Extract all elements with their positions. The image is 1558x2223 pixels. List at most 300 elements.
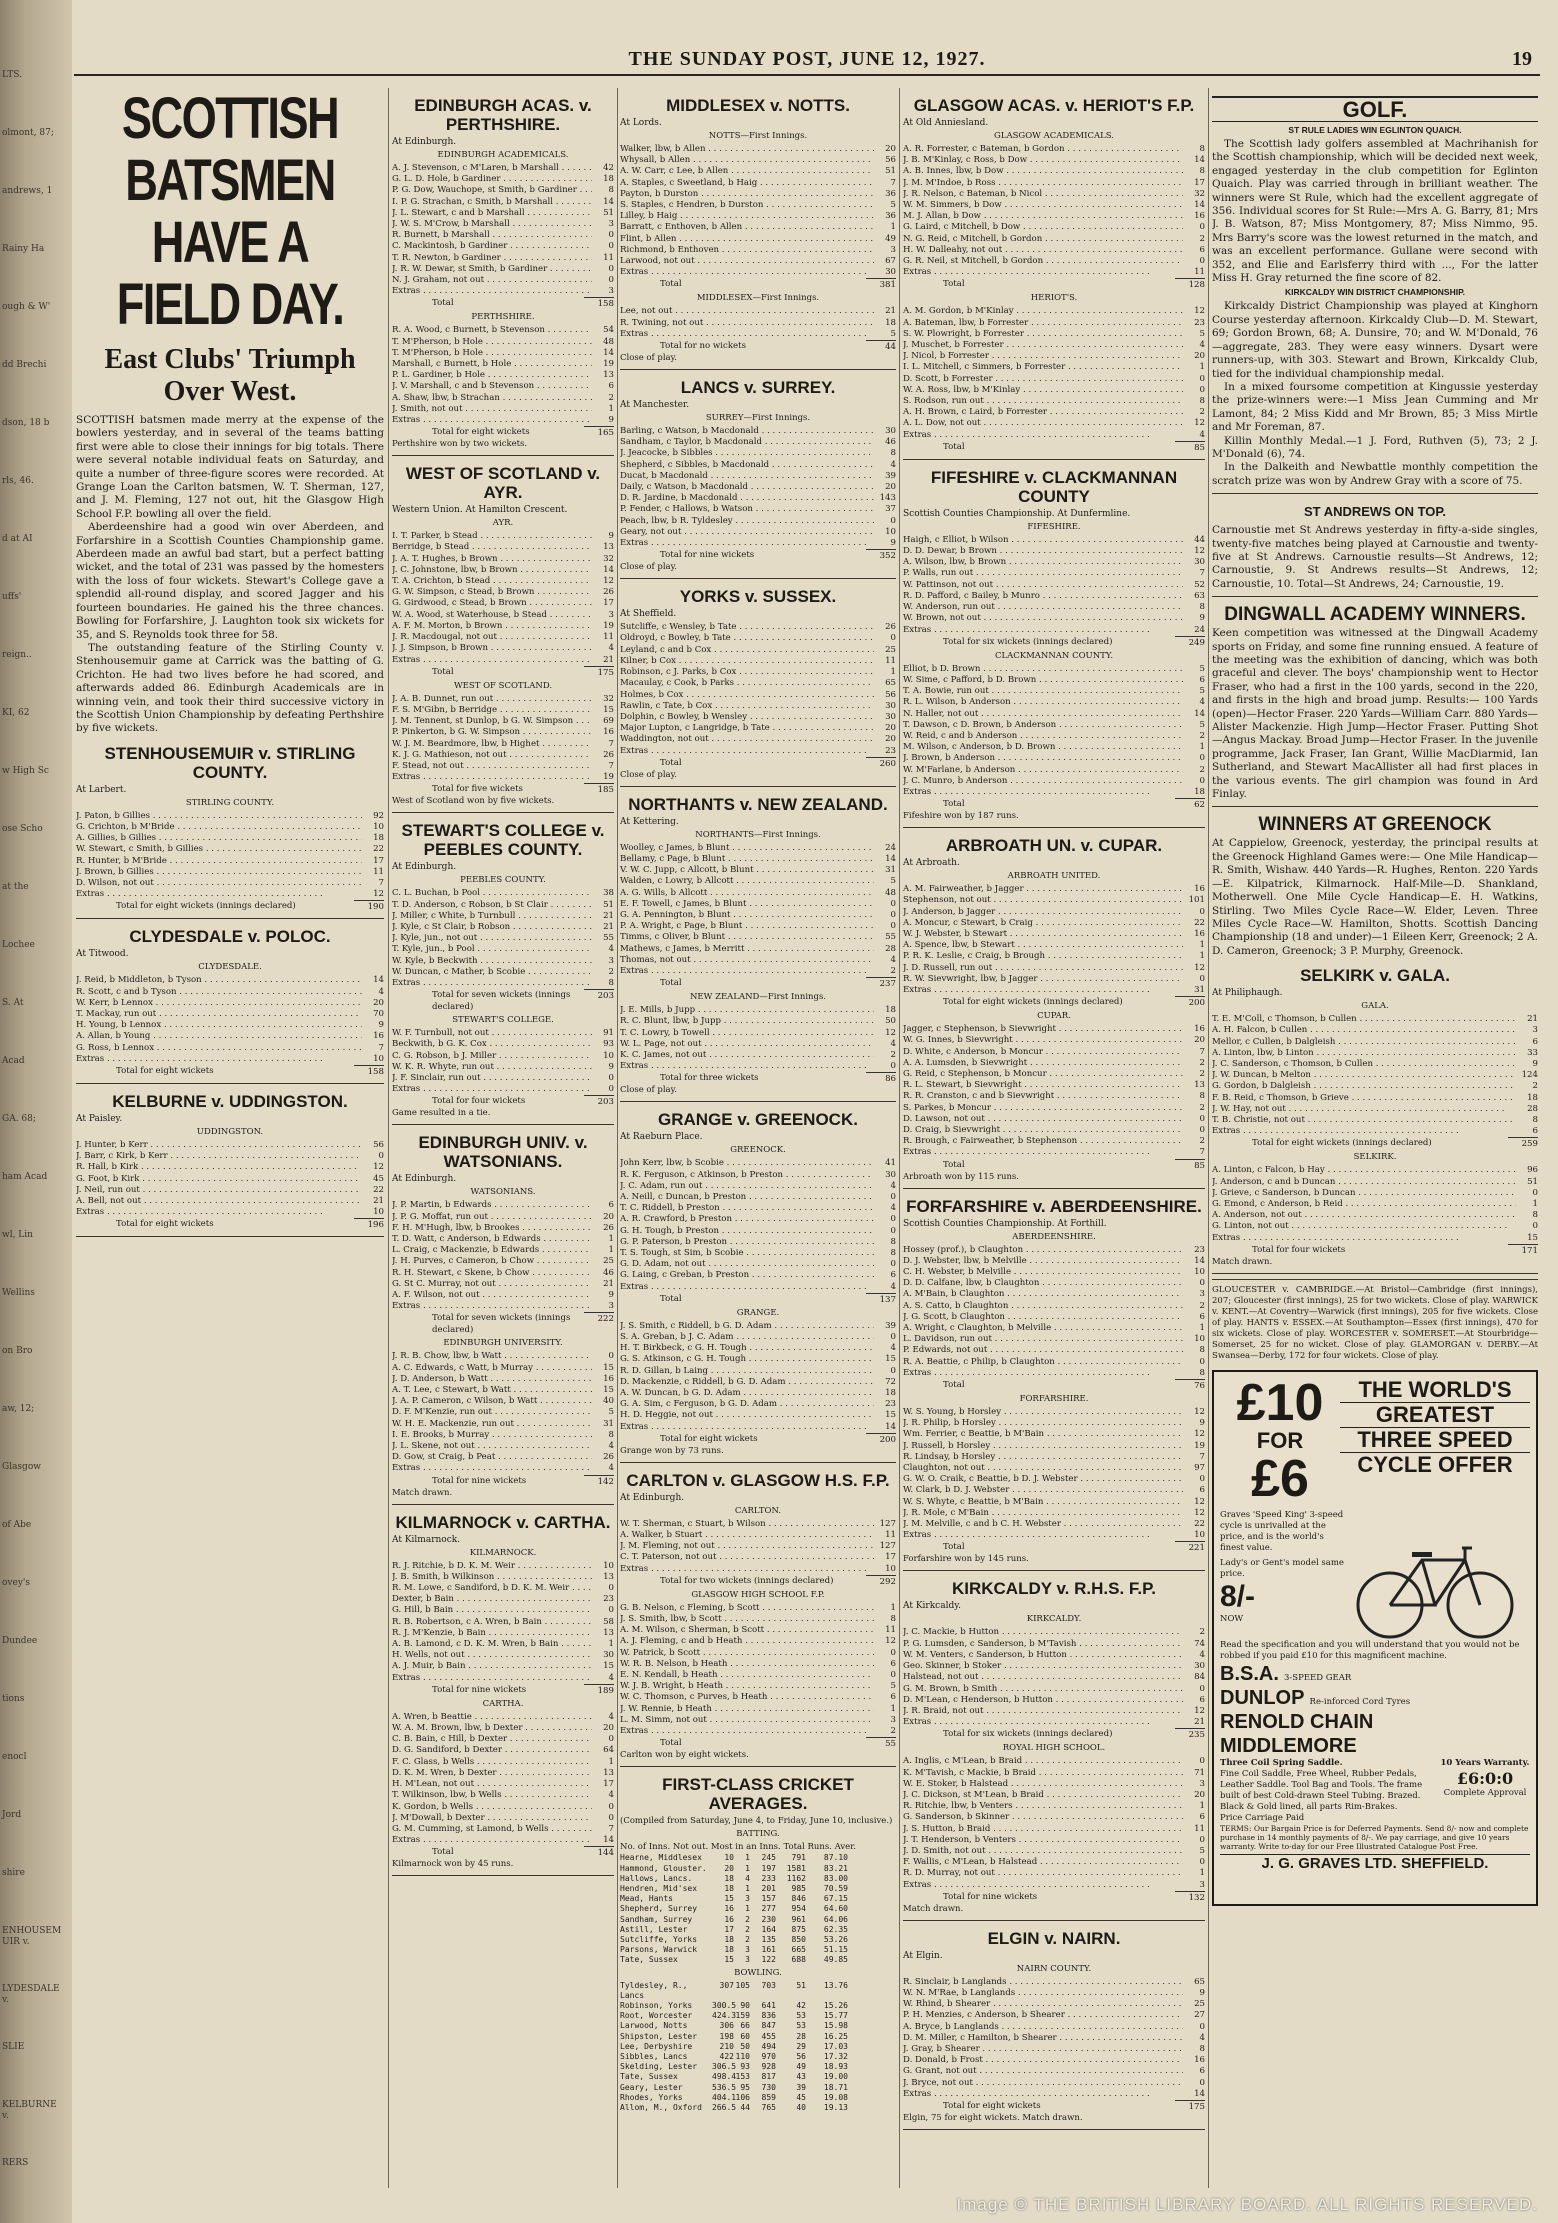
batsman-runs: 6 [608, 381, 614, 392]
batsman-row [903, 1278, 1205, 1289]
batsman-row [620, 538, 896, 549]
batsman-runs: 20 [885, 734, 896, 745]
batsman-row [620, 876, 896, 887]
batsman-runs: 6 [1199, 244, 1205, 255]
batsman-entry: Jagger, c Stephenson, b Sievwright . . . [903, 1024, 1183, 1035]
match-venue: At Arbroath. [903, 858, 960, 869]
batsman-row [392, 1757, 614, 1768]
avg-cell: Skelding, Lester [620, 2062, 698, 2072]
gutter-fragment: enocl [2, 1752, 27, 1762]
scorecard [620, 378, 896, 573]
batsman-entry: Extras . . . [392, 1673, 592, 1684]
graves-cycle-advert [1212, 1370, 1538, 1906]
batsman-entry: Sutcliffe, c Wensley, b Tate . . . [620, 622, 874, 633]
batsman-row [903, 407, 1205, 418]
batsman-row [620, 1681, 896, 1692]
scorecard [620, 587, 896, 780]
batsman-runs: 1 [890, 1602, 896, 1613]
batsman-row [392, 1824, 614, 1835]
batsman-runs: 20 [885, 482, 896, 493]
batsman-row [903, 787, 1205, 798]
innings-total [903, 441, 1205, 454]
batsman-row [76, 1043, 384, 1054]
batsman-entry: Marshall, c Burnett, b Hole . . . [392, 359, 592, 370]
match-result: Kilmarnock won by 45 runs. [392, 1859, 514, 1870]
batsman-runs: 25 [603, 1256, 614, 1267]
batsman-row [392, 185, 614, 196]
batsman-row [903, 1672, 1205, 1683]
match-heading: NORTHANTS v. NEW ZEALAND. [628, 794, 888, 814]
avg-cell: 83.21 [823, 1863, 848, 1873]
batsman-row [1212, 1093, 1538, 1104]
batsman-row [903, 1463, 1205, 1474]
batsman-runs: 0 [890, 1647, 896, 1658]
ad-weekly: 8/- [1220, 1579, 1256, 1613]
total-runs: 158 [354, 1065, 384, 1078]
batting-average-row [620, 1884, 896, 1894]
batsman-runs: 5 [1199, 328, 1205, 339]
batsman-row [620, 1354, 896, 1365]
batsman-runs: 51 [1527, 1176, 1538, 1187]
batsman-runs: 58 [603, 1616, 614, 1627]
batsman-entry: A. J. Stevenson, c M'Laren, b Marshall . . . [392, 163, 592, 174]
batsman-entry: D. M'Lean, c Henderson, b Hutton . . . [903, 1695, 1183, 1706]
batsman-entry: J. T. Henderson, b Venters . . . [903, 1835, 1183, 1846]
batsman-row [392, 1790, 614, 1801]
batsman-row [903, 974, 1205, 985]
batsman-entry: J. E. Mills, b Jupp . . . [620, 1005, 874, 1016]
team-name: MIDDLESEX—First Innings. [696, 293, 820, 304]
batsman-row [392, 264, 614, 275]
batsman-entry: K. M'Tavish, c Mackie, b Braid . . . [903, 1768, 1183, 1779]
avg-cell: 928 [761, 2062, 776, 2072]
batsman-row [392, 1779, 614, 1790]
batsman-entry: D. Wilson, not out . . . [76, 878, 362, 889]
batsman-entry: Extras . . . [903, 1368, 1183, 1379]
batsman-entry: J. M'Dowall, b Dexter . . . [392, 1813, 592, 1824]
batsman-row [903, 1345, 1205, 1356]
avg-cell: 42 [796, 2000, 806, 2010]
batsman-row [620, 633, 896, 644]
avg-cell: 210 [719, 2041, 734, 2051]
batsman-runs: 1 [890, 667, 896, 678]
batsman-row [76, 975, 384, 986]
batsman-row [392, 643, 614, 654]
batsman-row [392, 1212, 614, 1223]
batsman-runs: 14 [1194, 708, 1205, 719]
match-heading: EDINBURGH ACAS. v. PERTHSHIRE. [414, 96, 592, 134]
total-runs: 128 [1175, 278, 1205, 291]
batsman-row [76, 1054, 384, 1065]
batsman-runs: 1 [1199, 1868, 1205, 1879]
batsman-entry: Leyland, c and b Cox . . . [620, 645, 874, 656]
averages-heading: FIRST-CLASS CRICKET AVERAGES. [662, 1775, 854, 1814]
batsman-row [392, 219, 614, 230]
batsman-runs: 0 [890, 1061, 896, 1072]
batsman-row [903, 1756, 1205, 1767]
batsman-runs: 2 [1199, 1102, 1205, 1113]
divider [392, 1124, 614, 1125]
team-name: NEW ZEALAND—First Innings. [689, 992, 827, 1003]
batsman-row [903, 613, 1205, 624]
batting-average-row [620, 1874, 896, 1884]
batsman-runs: 56 [373, 1140, 384, 1150]
batsman-row [392, 1835, 614, 1846]
batsman-row [392, 1396, 614, 1407]
batsman-entry: F. Wallis, c M'Lean, b Halstead . . . [903, 1857, 1183, 1868]
match-result: Forfarshire won by 145 runs. [903, 1554, 1029, 1565]
batsman-runs: 0 [890, 1365, 896, 1376]
ad-for: FOR [1256, 1427, 1304, 1453]
batsman-entry: I. P. G. Strachan, c Smith, b Marshall . . . [392, 197, 592, 208]
total-runs: 222 [584, 1312, 614, 1336]
total-label: Total [660, 279, 682, 290]
batsman-row [903, 1312, 1205, 1323]
batsman-row [620, 701, 896, 712]
batsman-runs: 21 [603, 921, 614, 932]
match-venue: Western Union. At Hamilton Crescent. [392, 505, 568, 516]
batsman-runs: 3 [890, 1714, 896, 1725]
batsman-row [392, 253, 614, 264]
batsman-row [903, 753, 1205, 764]
batsman-row [620, 734, 896, 745]
team-name: FIFESHIRE. [1027, 521, 1081, 532]
column-4 [903, 88, 1205, 2188]
masthead-title: THE SUNDAY POST, JUNE 12, 1927. [628, 48, 986, 70]
batsman-entry: J. Russell, b Horsley . . . [903, 1441, 1183, 1452]
batsman-row [903, 918, 1205, 929]
batsman-row [620, 1422, 896, 1433]
batsman-row [620, 1692, 896, 1703]
batsman-entry: Oldroyd, c Bowley, b Tate . . . [620, 633, 874, 644]
team-name: STIRLING COUNTY. [185, 797, 275, 808]
avg-cell: Lee, Derbyshire [620, 2041, 693, 2051]
batsman-runs: 15 [885, 1354, 896, 1365]
avg-cell: 43 [796, 2072, 806, 2082]
batsman-runs: 9 [378, 1020, 384, 1031]
bowling-average-row [620, 2103, 896, 2113]
batsman-row [392, 750, 614, 761]
batsman-entry: Bellamy, c Page, b Blunt . . . [620, 854, 874, 865]
batsman-entry: R. R. Cranston, c and b Sievwright . . . [903, 1091, 1183, 1102]
batsman-runs: 9 [608, 415, 614, 426]
batsman-row [620, 1704, 896, 1715]
batsman-entry: Haigh, c Elliot, b Wilson . . . [903, 535, 1183, 546]
batsman-entry: W. Reid, c and b Anderson . . . [903, 731, 1183, 742]
batsman-runs: 48 [885, 887, 896, 898]
batsman-row [903, 1835, 1205, 1846]
batsman-runs: 2 [890, 1049, 896, 1060]
batsman-entry: D. Scott, b Forrester . . . [903, 374, 1183, 385]
gutter-fragment: wl, Lin [2, 1230, 33, 1240]
batsman-entry: W. Rhind, b Shearer . . . [903, 1999, 1183, 2010]
batsman-row [903, 1485, 1205, 1496]
batsman-entry: J. Nicol, b Forrester . . . [903, 351, 1183, 362]
batsman-row [392, 359, 614, 370]
avg-cell: 15.77 [823, 2011, 848, 2021]
batsman-row [392, 944, 614, 955]
batsman-entry: P. H. Menzies, c Anderson, b Shearer . . . [903, 2010, 1183, 2021]
batsman-runs: 2 [1199, 764, 1205, 775]
column-rule [388, 88, 389, 2188]
batsman-runs: 46 [885, 437, 896, 448]
batsman-entry: F. S. M'Gibn, b Berridge . . . [392, 705, 592, 716]
batsman-runs: 14 [1194, 2088, 1205, 2099]
batsman-entry: R. Scott, c and b Tyson . . . [76, 987, 362, 998]
gutter-fragment: Jord [2, 1810, 22, 1820]
batsman-entry: N. J. Graham, not out . . . [392, 275, 592, 286]
batsman-runs: 7 [1199, 568, 1205, 579]
batsman-entry: J. Kyle, c St Clair, b Robson . . . [392, 922, 592, 933]
batsman-runs: 0 [608, 1583, 614, 1594]
batsman-runs: 7 [1199, 1147, 1205, 1158]
innings-total [903, 2100, 1205, 2113]
batsman-row [903, 1357, 1205, 1368]
batsman-runs: 8 [1199, 2043, 1205, 2054]
batsman-entry: W. Kerr, b Lennox . . . [76, 998, 362, 1009]
batsman-row [903, 1267, 1205, 1278]
batsman-entry: A. T. Lee, c Stewart, b Watt . . . [392, 1385, 592, 1396]
batsman-runs: 48 [603, 336, 614, 347]
batsman-entry: G. D. Adam, not out . . . [620, 1259, 874, 1270]
batsman-entry: P. A. Wright, c Page, b Blunt . . . [620, 921, 874, 932]
ad-head-1: THE WORLD'S [1358, 1376, 1512, 1402]
match-venue: At Philiphaugh. [1212, 988, 1283, 999]
innings-total [620, 977, 896, 990]
batsman-row [76, 844, 384, 855]
batsman-runs: 21 [603, 654, 614, 665]
batsman-entry: W. A. Wood, st Waterhouse, b Stead . . . [392, 610, 592, 621]
golf-heading: GOLF. [1212, 96, 1538, 122]
batsman-entry: J. Brown, b Gillies . . . [76, 867, 362, 878]
batsman-row [903, 362, 1205, 373]
batsman-row [620, 910, 896, 921]
batsman-entry: G. W. O. Craik, c Beattie, b D. J. Webster . . . [903, 1474, 1183, 1485]
batsman-entry: R. A. Wood, c Burnett, b Stevenson . . . [392, 325, 592, 336]
batsman-runs: 26 [603, 1222, 614, 1233]
batsman-runs: 0 [608, 1801, 614, 1812]
batsman-entry: Extras . . . [392, 1301, 592, 1312]
avg-cell: 404.1 [712, 2092, 737, 2102]
avg-cell: 70.59 [823, 1883, 848, 1893]
batsman-runs: 0 [1199, 1125, 1205, 1135]
batsman-row [903, 557, 1205, 568]
batsman-entry: Mellor, c Cullen, b Dalgleish . . . [1212, 1037, 1516, 1048]
batsman-entry: J. Brown, b Anderson . . . [903, 753, 1183, 764]
batsman-entry: Extras . . . [903, 430, 1183, 441]
batsman-entry: H. W. Dalleahy, not out . . . [903, 245, 1183, 256]
batsman-runs: 15 [885, 1410, 896, 1421]
avg-cell: 765 [761, 2102, 776, 2112]
batsman-entry: G. Foot, b Kirk . . . [76, 1174, 362, 1185]
batsman-runs: 15 [603, 1661, 614, 1672]
batsman-row [1212, 1115, 1538, 1126]
ad-warranty: 10 Years Warranty. [1440, 1757, 1530, 1768]
batsman-runs: 5 [1199, 719, 1205, 730]
batsman-runs: 1 [1199, 1323, 1205, 1334]
total-runs: 237 [866, 977, 896, 990]
batsman-runs: 6 [1199, 1311, 1205, 1322]
batsman-entry: W. L. Page, not out . . . [620, 1039, 874, 1050]
batsman-runs: 1 [890, 222, 896, 233]
batsman-entry: Extras . . . [76, 889, 362, 900]
page-number: 19 [1512, 48, 1532, 70]
match-result: Grange won by 73 runs. [620, 1445, 724, 1456]
batsman-row [903, 1245, 1205, 1256]
batsman-entry: J. P. G. Moffat, run out . . . [392, 1212, 592, 1223]
scorecard [392, 464, 614, 807]
match-venue: At Elgin. [903, 1950, 943, 1961]
batsman-entry: W. Anderson, run out . . . [903, 602, 1183, 613]
team-name: FORFARSHIRE. [1019, 1394, 1089, 1405]
batsman-runs: 10 [1194, 1530, 1205, 1541]
innings-total [620, 1072, 896, 1085]
batsman-runs: 0 [608, 1605, 614, 1616]
total-runs: 200 [866, 1433, 896, 1446]
batsman-entry: Walden, c Lowry, b Allcott . . . [620, 876, 874, 887]
batsman-row [392, 1723, 614, 1734]
innings-total [392, 666, 614, 679]
batsman-row [392, 1256, 614, 1267]
scorecard [1212, 966, 1538, 1268]
batsman-row [620, 166, 896, 177]
batsman-runs: 92 [373, 810, 384, 821]
batsman-entry: W. J. Webster, b Stewart . . . [903, 929, 1183, 940]
batsman-row [903, 1706, 1205, 1717]
batsman-entry: S. W. Plowright, b Forrester . . . [903, 329, 1183, 340]
batsman-row [903, 2022, 1205, 2033]
english-results: GLOUCESTER v. CAMBRIDGE.—At Bristol—Cambridge (first innings), 207; Gloucester (first innings), 25 for two wickets. Close of play. WARWICK v. KENT.—At Coventry—Warwick (first innings), 205 for five wickets. Close of play. HANTS v. ESSEX.—At Southampton—Essex (first innings), 470 for six wickets. Close of play. WORCESTER v. SOMERSET.—At Stourbridge—Somerset, 25 for no wicket. Close of play. GLAMORGAN v. DERBY.—At Swansea—Derby, 172 for four wickets. Close of play. [1212, 1284, 1538, 1361]
batsman-runs: 0 [1199, 973, 1205, 984]
batsman-entry: Extras . . . [620, 329, 874, 340]
avg-cell: 161 [761, 1945, 776, 1955]
batsman-row [620, 1659, 896, 1670]
dingwall-text: Keen competition was witnessed at the Dingwall Academy sports on Friday, and some fine running ensued. A feature of the meeting was the exhibition of dancing, which was both graceful and clever. The boys' championship went to Hector Fraser, who had a first in the 100 yards, second in the 220, and firsts in the high and broad jump. Results:— 100 Yards (open)—Hector Fraser. 220 Yards—William Carr. 880 Yards—Alister Mackenzie. High Jump—Hector Fraser. Putting Shot—Angus Mackay. Broad Jump—Hector Fraser. In the juvenile programme, Jack Fraser, Ian Grant, Willie MacDiarmid, Ian Sutherland, and Stewart MacAllister all had first places in the various events. The girl champion was found in Ard Finlay. [1212, 627, 1538, 801]
batsman-row [392, 1290, 614, 1301]
batsman-runs: 127 [879, 1518, 896, 1529]
batsman-row [392, 610, 614, 621]
match-venue: At Lords. [620, 118, 662, 128]
batsman-entry: Major Lupton, c Langridge, b Tate . . . [620, 723, 874, 734]
batsman-entry: J. R. B. Chow, lbw, b Watt . . . [392, 1351, 592, 1362]
match-venue: At Sheffield. [620, 609, 677, 620]
team-name: CLACKMANNAN COUNTY. [994, 650, 1114, 661]
batsman-row [620, 1028, 896, 1039]
match-heading: EDINBURGH UNIV. v. WATSONIANS. [418, 1133, 588, 1172]
total-label: Total for eight wickets [116, 1219, 214, 1230]
batsman-runs: 20 [885, 144, 896, 154]
batsman-entry: T. M'Pherson, b Hole . . . [392, 348, 592, 359]
batsman-runs: 46 [603, 1267, 614, 1278]
batsman-runs: 10 [885, 1563, 896, 1574]
avg-cell: 985 [791, 1883, 806, 1893]
total-runs: 196 [354, 1218, 384, 1231]
avg-cell: 277 [761, 1904, 776, 1914]
batsman-runs: 74 [1194, 1638, 1205, 1649]
batsman-row [903, 2066, 1205, 2077]
avg-cell: 122 [761, 1955, 776, 1965]
innings-total [903, 278, 1205, 291]
batsman-runs: 0 [890, 1259, 896, 1270]
batsman-entry: A. R. Crawford, b Preston . . . [620, 1214, 874, 1225]
batsman-entry: W. C. Thomson, c Purves, b Heath . . . [620, 1692, 874, 1703]
match-venue: At Edinburgh. [620, 1492, 685, 1503]
batting-columns: No. of Inns. Not out. Most in an Inns. Total Runs. Aver. [620, 1842, 857, 1853]
batsman-runs: 14 [1194, 200, 1205, 211]
avg-cell: 15.26 [823, 2000, 848, 2010]
batsman-entry: T. Mackay, run out . . . [76, 1009, 362, 1020]
avg-cell: 1 [745, 1883, 750, 1893]
batsman-entry: P. R. K. Leslie, c Craig, b Brough . . . [903, 951, 1183, 962]
total-runs: 200 [1175, 996, 1205, 1009]
batsman-entry: R. W. Sievwright, lbw, b Jagger . . . [903, 974, 1183, 985]
batsman-runs: 72 [885, 1376, 896, 1387]
batsman-entry: R. L. Stewart, b Sievwright . . . [903, 1080, 1183, 1091]
batsman-entry: J. R. Braid, not out . . . [903, 1706, 1183, 1717]
batsman-entry: J. J. Simpson, b Brown . . . [392, 643, 592, 654]
batsman-runs: 4 [1199, 1649, 1205, 1660]
batsman-row [903, 1407, 1205, 1418]
total-label: Total [943, 1380, 965, 1391]
batsman-runs: 8 [890, 1614, 896, 1625]
batsman-row [903, 1125, 1205, 1136]
batsman-row [392, 1605, 614, 1616]
batsman-runs: 18 [603, 174, 614, 185]
batsman-row [620, 656, 896, 667]
batsman-runs: 14 [603, 196, 614, 207]
batsman-entry: G. R. Neil, st Mitchell, b Gordon . . . [903, 256, 1183, 267]
batsman-runs: 17 [373, 855, 384, 866]
batsman-entry: Robinson, c J. Parks, b Cox . . . [620, 667, 874, 678]
batsman-row [903, 1103, 1205, 1114]
batsman-entry: J. Miller, c White, b Turnbull . . . [392, 911, 592, 922]
gutter-fragment: tions [2, 1694, 25, 1704]
batsman-entry: A. B. Innes, lbw, b Dow . . . [903, 166, 1183, 177]
batsman-entry: Flint, b Allen . . . [620, 234, 874, 245]
batsman-row [620, 144, 896, 155]
total-label: Total for nine wickets [660, 550, 755, 561]
batsman-entry: G. M. Cumming, st Lamond, b Wells . . . [392, 1824, 592, 1835]
batsman-row [620, 1726, 896, 1737]
batsman-runs: 39 [885, 470, 896, 481]
batsman-runs: 0 [608, 1812, 614, 1823]
total-label: Total for nine wickets [432, 1684, 527, 1695]
team-name: NOTTS—First Innings. [708, 131, 808, 141]
gutter-fragment: Acad [2, 1056, 25, 1066]
innings-total [620, 1575, 896, 1588]
batsman-row [392, 1385, 614, 1396]
avg-cell: 836 [761, 2011, 776, 2021]
team-name: CLYDESDALE. [198, 962, 262, 973]
batsman-runs: 30 [885, 267, 896, 278]
batsman-row [620, 712, 896, 723]
batsman-row [620, 200, 896, 211]
batsman-row [620, 1181, 896, 1192]
avg-cell: 1162 [786, 1873, 806, 1883]
batsman-row [620, 437, 896, 448]
batsman-runs: 11 [885, 1530, 896, 1541]
batsman-entry: Mathews, c James, b Merritt . . . [620, 944, 874, 955]
avg-cell: 18.93 [823, 2062, 848, 2072]
batsman-runs: 33 [1527, 1047, 1538, 1058]
ad-head-2: GREATEST [1340, 1402, 1530, 1428]
ad-price-new: £6 [1251, 1449, 1309, 1508]
avg-cell: Larwood, Notts [620, 2021, 688, 2031]
match-result: Match drawn. [1212, 1256, 1273, 1267]
batsman-row [392, 197, 614, 208]
avg-cell: 494 [761, 2041, 776, 2051]
batsman-entry: F. C. Glass, b Wells . . . [392, 1757, 592, 1768]
